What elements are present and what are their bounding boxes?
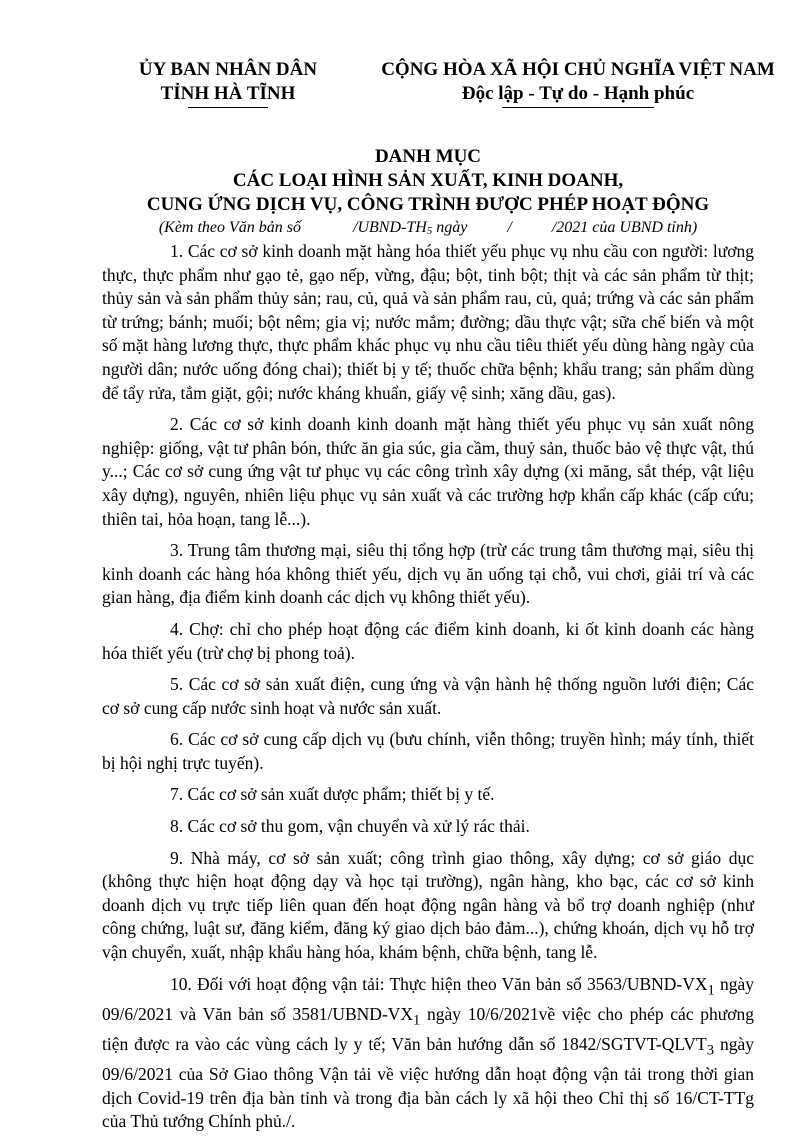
document-title xyxy=(100,145,756,217)
motto-underline xyxy=(502,107,654,108)
document-subtitle xyxy=(100,217,756,242)
p10-sub-c: 3 xyxy=(706,1042,715,1059)
paragraph-7: 7. Các cơ sở sản xuất dược phẩm; thiết bị y tế. xyxy=(170,784,495,805)
motto: Độc lập - Tự do - Hạnh phúc xyxy=(461,83,695,104)
paragraph-10 xyxy=(102,973,754,1134)
paragraph-4: 4. Chợ: chỉ cho phép hoạt động các điểm kinh doanh, ki ốt kinh doanh các hàng hóa thiết yếu (trừ chợ bị phong toả). xyxy=(102,618,754,663)
paragraph-1: 1. Các cơ sở kinh doanh mặt hàng hóa thiết yếu phục vụ nhu cầu con người: lương thực, thực phẩm như gạo tẻ, gạo nếp, vừng, đậu; bột, tinh bột; thịt và các sản phẩm từ thịt; thủy sản và sản phẩm thủy sản; rau, củ, quả và sản phẩm rau, củ, quả; trứng và các sản phẩm từ trứng; bánh; muối; bột nêm; gia vị; nước mắm; đường; dầu thực vật; sữa chế biến và một số mặt hàng lương thực, thực phẩm khác phục vụ nhu cầu tiêu thiết yếu dùng hàng ngày của người dân; nước uống đóng chai); thiết bị y tế; thuốc chữa bệnh; khẩu trang; sản phẩm dùng để tẩy rửa, tắm giặt, gội; nước kháng khuẩn, giấy vệ sinh; xăng dầu, gas). xyxy=(102,241,754,403)
paragraph-9: 9. Nhà máy, cơ sở sản xuất; công trình giao thông, xây dựng; cơ sở giáo dục (không thực hiện hoạt động dạy và học tại trường), ngân hàng, kho bạc, các cơ sở kinh doanh dịch vụ trực tiếp liên quan đến hoạt động ngân hàng và bổ trợ doanh nghiệp (như công chứng, luật sư, đăng kiểm, đăng ký giao dịch bảo đảm...), chứng khoán, dịch vụ hỗ trợ vận chuyển, xuất, nhập khẩu hàng hóa, khám bệnh, chữa bệnh, tang lễ. xyxy=(102,847,754,963)
p10-part-a: 10. Đối với hoạt động vận tải: Thực hiện theo Văn bản số 3563/UBND-VX xyxy=(170,973,708,994)
issuer-header xyxy=(118,58,338,108)
p10-part-c: ngày 10/6/2021về việc cho phép các phương tiện được ra vào các vùng cách ly y tế; Văn bản hướng dẫn số 1842/SGTVT-QLVT xyxy=(102,1003,754,1054)
p10-part-b: ngày 09/6/2021 và Văn bản số 3581/UBND-VX xyxy=(102,973,754,1024)
country-name: CỘNG HÒA XÃ HỘI CHỦ NGHĨA VIỆT NAM xyxy=(381,59,775,80)
issuer-line1: ỦY BAN NHÂN DÂN xyxy=(138,59,318,80)
subtitle-part-a: (Kèm theo Văn bản số /UBND-TH xyxy=(158,219,427,236)
title-line2: CÁC LOẠI HÌNH SẢN XUẤT, KINH DOANH, xyxy=(232,170,624,191)
title-line3: CUNG ỨNG DỊCH VỤ, CÔNG TRÌNH ĐƯỢC PHÉP HOẠT ĐỘNG xyxy=(146,194,710,215)
paragraph-6: 6. Các cơ sở cung cấp dịch vụ (bưu chính, viễn thông; truyền hình; máy tính, thiết bị hội nghị trực tuyến). xyxy=(102,729,754,773)
document-body xyxy=(102,240,754,1142)
p10-part-d: ngày 09/6/2021 của Sở Giao thông Vận tải về việc hướng dẫn hoạt động vận tải trong thời gian dịch Covid-19 trên địa bàn tỉnh và trong địa bàn cách ly xã hội theo Chỉ thị số 16/CT-TTg của Thủ tướng Chính phủ./. xyxy=(102,1033,754,1132)
paragraph-2: 2. Các cơ sở kinh doanh kinh doanh mặt hàng thiết yếu phục vụ sản xuất nông nghiệp: giống, vật tư phân bón, thức ăn gia súc, gia cầm, thuỷ sản, thuốc bảo vệ thực vật, thú y...; Các cơ sở cung ứng vật tư phục vụ các công trình xây dựng (xi măng, sắt thép, vật liệu xây dựng), nguyên, nhiên liệu phục vụ sản xuất và các trường hợp khẩn cấp khác (cấp cứu; thiên tai, hỏa hoạn, tang lễ...). xyxy=(102,414,754,529)
p10-sub-a: 1 xyxy=(707,982,715,999)
paragraph-3: 3. Trung tâm thương mại, siêu thị tổng hợp (trừ các trung tâm thương mại, siêu thị kinh doanh các hàng hóa không thiết yếu, dịch vụ ăn uống tại chỗ, vui chơi, giải trí và các gian hàng, địa điểm kinh doanh các dịch vụ không thiết yếu). xyxy=(102,540,754,608)
subtitle-part-b: ngày / /2021 của UBND tỉnh) xyxy=(432,219,698,236)
paragraph-5: 5. Các cơ sở sản xuất điện, cung ứng và vận hành hệ thống nguồn lưới điện; Các cơ sở cung cấp nước sinh hoạt và nước sản xuất. xyxy=(102,674,754,718)
paragraph-8: 8. Các cơ sở thu gom, vận chuyển và xử lý rác thải. xyxy=(170,816,530,837)
p10-sub-b: 1 xyxy=(413,1012,421,1029)
issuer-underline xyxy=(188,107,268,108)
subtitle-subscript: 5 xyxy=(426,225,433,237)
national-motto-header xyxy=(372,58,784,108)
title-line1: DANH MỤC xyxy=(374,146,482,167)
issuer-line2: TỈNH HÀ TĨNH xyxy=(160,83,296,104)
